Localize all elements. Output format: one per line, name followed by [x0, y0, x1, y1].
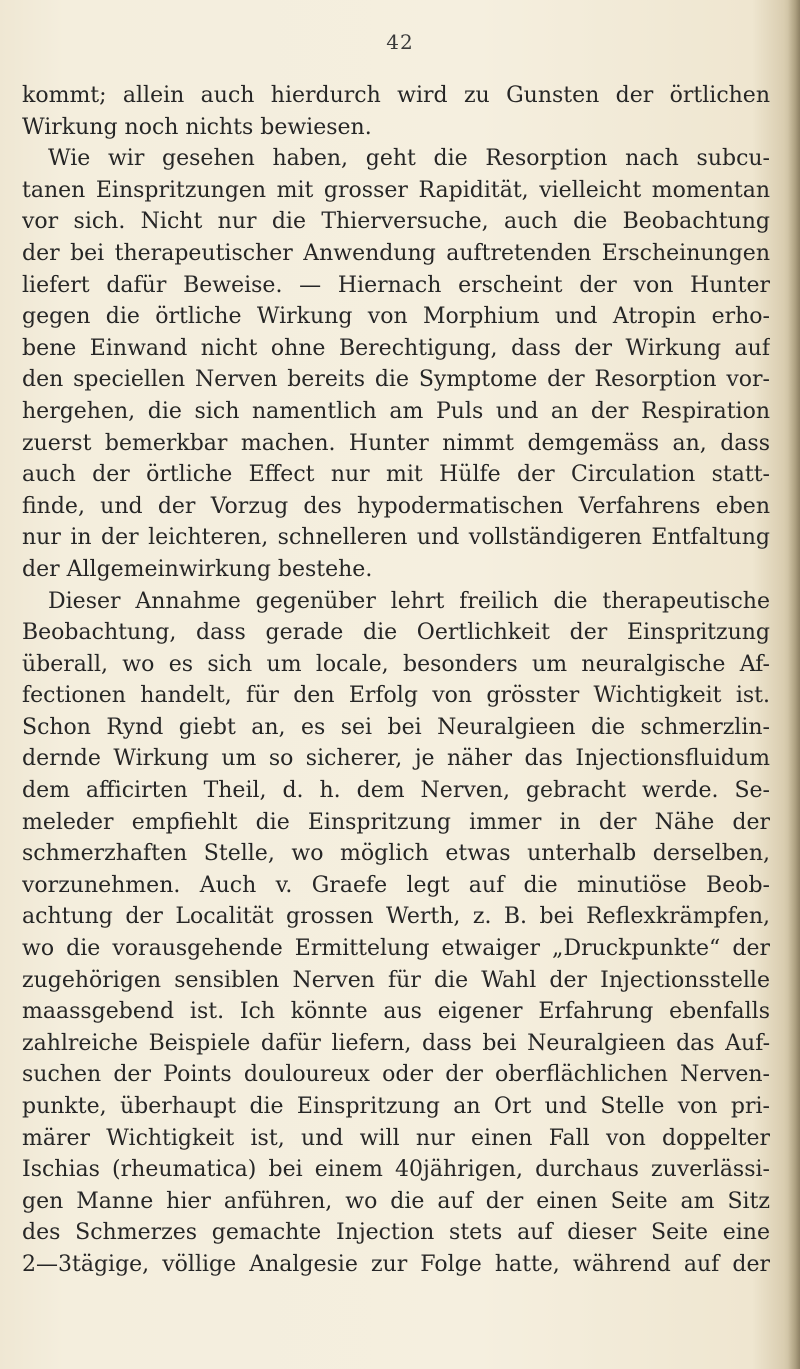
text-line: zuerst bemerkbar machen. Hunter nimmt demgemäss an, dass	[22, 430, 770, 456]
page-number: 42	[386, 30, 414, 54]
text-line: gegen die örtliche Wirkung von Morphium und Atropin erho-	[22, 304, 770, 330]
text-line: des Schmerzes gemachte Injection stets auf dieser Seite eine	[22, 1220, 770, 1246]
text-line: Dieser Annahme gegenüber lehrt freilich die therapeutische	[48, 588, 770, 614]
text-line: Schon Rynd giebt an, es sei bei Neuralgieen die schmerzlin-	[22, 714, 770, 740]
text-line: vor sich. Nicht nur die Thierversuche, auch die Beobachtung	[22, 209, 770, 235]
text-line: liefert dafür Beweise. — Hiernach erscheint der von Hunter	[22, 272, 770, 298]
text-line: Ischias (rheumatica) bei einem 40jährigen, durchaus zuverlässi-	[22, 1157, 770, 1183]
text-line: nur in der leichteren, schnelleren und vollständigeren Entfaltung	[22, 525, 770, 551]
text-line: wo die vorausgehende Ermittelung etwaiger „Druckpunkte“ der	[22, 936, 770, 962]
text-line: vorzunehmen. Auch v. Graefe legt auf die minutiöse Beob-	[22, 872, 770, 898]
text-line: fectionen handelt, für den Erfolg von grösster Wichtigkeit ist.	[22, 683, 770, 709]
text-line: gen Manne hier anführen, wo die auf der einen Seite am Sitz	[22, 1188, 770, 1214]
text-line: zugehörigen sensiblen Nerven für die Wahl der Injectionsstelle	[22, 967, 770, 993]
text-line: dem afficirten Theil, d. h. dem Nerven, gebracht werde. Se-	[22, 778, 770, 804]
text-line: der Allgemeinwirkung bestehe.	[22, 556, 373, 582]
text-line: Beobachtung, dass gerade die Oertlichkeit der Einspritzung	[22, 620, 770, 646]
body-text	[22, 80, 770, 1281]
text-line: hergehen, die sich namentlich am Puls und an der Respiration	[22, 398, 770, 424]
text-line: tanen Einspritzungen mit grosser Rapidität, vielleicht momentan	[22, 177, 770, 203]
text-line: auch der örtliche Effect nur mit Hülfe der Circulation statt-	[22, 462, 770, 488]
text-line: überall, wo es sich um locale, besonders um neuralgische Af-	[22, 651, 770, 677]
text-line: dernde Wirkung um so sicherer, je näher das Injectionsfluidum	[22, 746, 770, 772]
text-line: Wie wir gesehen haben, geht die Resorption nach subcu-	[48, 146, 770, 172]
text-line: märer Wichtigkeit ist, und will nur einen Fall von doppelter	[22, 1125, 770, 1151]
text-line: den speciellen Nerven bereits die Symptome der Resorption vor-	[22, 367, 770, 393]
text-line: der bei therapeutischer Anwendung auftretenden Erscheinungen	[22, 240, 770, 266]
page-edge-shadow	[788, 0, 800, 1369]
text-line: bene Einwand nicht ohne Berechtigung, dass der Wirkung auf	[22, 335, 770, 361]
text-line: meleder empfiehlt die Einspritzung immer in der Nähe der	[22, 809, 770, 835]
text-line: maassgebend ist. Ich könnte aus eigener Erfahrung ebenfalls	[22, 999, 770, 1025]
text-line: finde, und der Vorzug des hypodermatischen Verfahrens eben	[22, 493, 770, 519]
text-line: 2—3tägige, völlige Analgesie zur Folge hatte, während auf der	[22, 1251, 770, 1277]
text-line: kommt; allein auch hierdurch wird zu Gunsten der örtlichen	[22, 83, 770, 108]
text-line: punkte, überhaupt die Einspritzung an Ort und Stelle von pri-	[22, 1094, 770, 1119]
text-line: achtung der Localität grossen Werth, z. B. bei Reflexkrämpfen,	[22, 904, 770, 930]
text-line: suchen der Points douloureux oder der oberflächlichen Nerven-	[22, 1062, 770, 1088]
text-line: Wirkung noch nichts bewiesen.	[22, 114, 372, 140]
text-line: zahlreiche Beispiele dafür liefern, dass bei Neuralgieen das Auf-	[22, 1030, 770, 1056]
text-line: schmerzhaften Stelle, wo möglich etwas unterhalb derselben,	[22, 841, 770, 867]
